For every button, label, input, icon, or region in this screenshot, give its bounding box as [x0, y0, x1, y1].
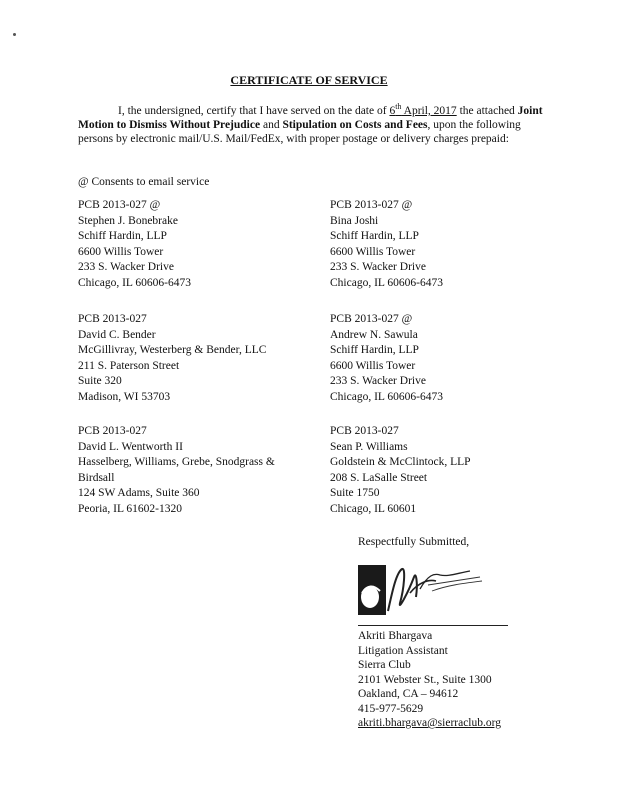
recipient-line: PCB 2013-027: [78, 313, 147, 325]
recipient-line: David C. Bender: [78, 328, 156, 341]
signatory-email-link[interactable]: akriti.bhargava@sierraclub.org: [358, 717, 502, 729]
recipient-block: [330, 312, 443, 405]
recipient-line: Schiff Hardin, LLP: [78, 230, 167, 242]
recipient-line: Chicago, IL 60606-6473: [330, 390, 443, 403]
recipient-line: 211 S. Paterson Street: [78, 359, 180, 372]
signatory-role: Litigation Assistant: [358, 644, 448, 657]
document-title: CERTIFICATE OF SERVICE: [230, 73, 388, 87]
recipient-line: Madison, WI 53703: [78, 390, 171, 403]
recipient-line: Bina Joshi: [330, 214, 379, 227]
recipient-line: David L. Wentworth II: [78, 440, 183, 453]
recipient-line: Peoria, IL 61602-1320: [78, 502, 183, 515]
certification-paragraph: I, the undersigned, certify that I have served on the date of 6th April, 2017 the attached Joint Motion to Dismiss Without Prejudice and Stipulation on Costs and Fees, upon the following persons by electronic mail/U.S. Mail/FedEx, with proper postage or delivery charges prepaid:: [78, 102, 543, 145]
recipient-block: [330, 198, 443, 291]
consent-note: @ Consents to email service: [78, 176, 210, 188]
recipient-line: PCB 2013-027 @: [78, 199, 161, 211]
signatory-address-line2: Oakland, CA – 94612: [358, 688, 459, 700]
recipient-block: [78, 198, 191, 291]
recipient-block: [330, 424, 471, 517]
recipient-line: 233 S. Wacker Drive: [330, 375, 426, 387]
recipient-line: Stephen J. Bonebrake: [78, 214, 178, 227]
recipient-line: PCB 2013-027 @: [330, 199, 413, 211]
recipient-line: Suite 320: [78, 375, 122, 387]
recipient-line: 124 SW Adams, Suite 360: [78, 487, 200, 499]
service-date: 6th April, 2017: [389, 102, 457, 117]
recipient-line: Hasselberg, Williams, Grebe, Snodgrass &: [78, 456, 275, 468]
signatory-organization: Sierra Club: [358, 659, 411, 671]
recipient-line: PCB 2013-027: [330, 425, 399, 437]
scan-speck: [13, 33, 16, 36]
recipient-block: [78, 424, 275, 517]
signatory-block: [358, 629, 501, 731]
recipient-line: Birdsall: [78, 471, 115, 484]
handwritten-signature: [358, 563, 488, 619]
recipient-line: 233 S. Wacker Drive: [330, 261, 426, 273]
signature-line: [358, 625, 508, 626]
recipient-line: Goldstein & McClintock, LLP: [330, 456, 471, 468]
recipient-line: Schiff Hardin, LLP: [330, 230, 419, 242]
recipient-line: Andrew N. Sawula: [330, 328, 418, 341]
recipient-line: McGillivray, Westerberg & Bender, LLC: [78, 344, 267, 356]
recipient-line: 6600 Willis Tower: [330, 245, 416, 258]
recipient-line: PCB 2013-027: [78, 425, 147, 437]
recipient-line: Chicago, IL 60606-6473: [330, 276, 443, 289]
signatory-phone: 415-977-5629: [358, 702, 424, 715]
recipient-line: PCB 2013-027 @: [330, 313, 413, 325]
recipient-line: 6600 Willis Tower: [78, 245, 164, 258]
recipient-line: Schiff Hardin, LLP: [330, 344, 419, 356]
recipient-line: Suite 1750: [330, 487, 380, 499]
recipient-line: Chicago, IL 60601: [330, 502, 417, 515]
motion-title: Joint Motion to Dismiss Without Prejudice: [78, 104, 543, 131]
signatory-name: Akriti Bhargava: [358, 630, 433, 642]
closing-text: Respectfully Submitted,: [358, 536, 470, 548]
recipient-line: 233 S. Wacker Drive: [78, 261, 174, 273]
recipient-line: Chicago, IL 60606-6473: [78, 276, 191, 289]
recipient-line: 6600 Willis Tower: [330, 359, 416, 372]
stipulation-title: Stipulation on Costs and Fees: [282, 118, 428, 131]
recipient-line: 208 S. LaSalle Street: [330, 471, 428, 484]
recipient-block: [78, 312, 266, 405]
recipient-line: Sean P. Williams: [330, 440, 408, 453]
signatory-address-line1: 2101 Webster St., Suite 1300: [358, 673, 492, 686]
